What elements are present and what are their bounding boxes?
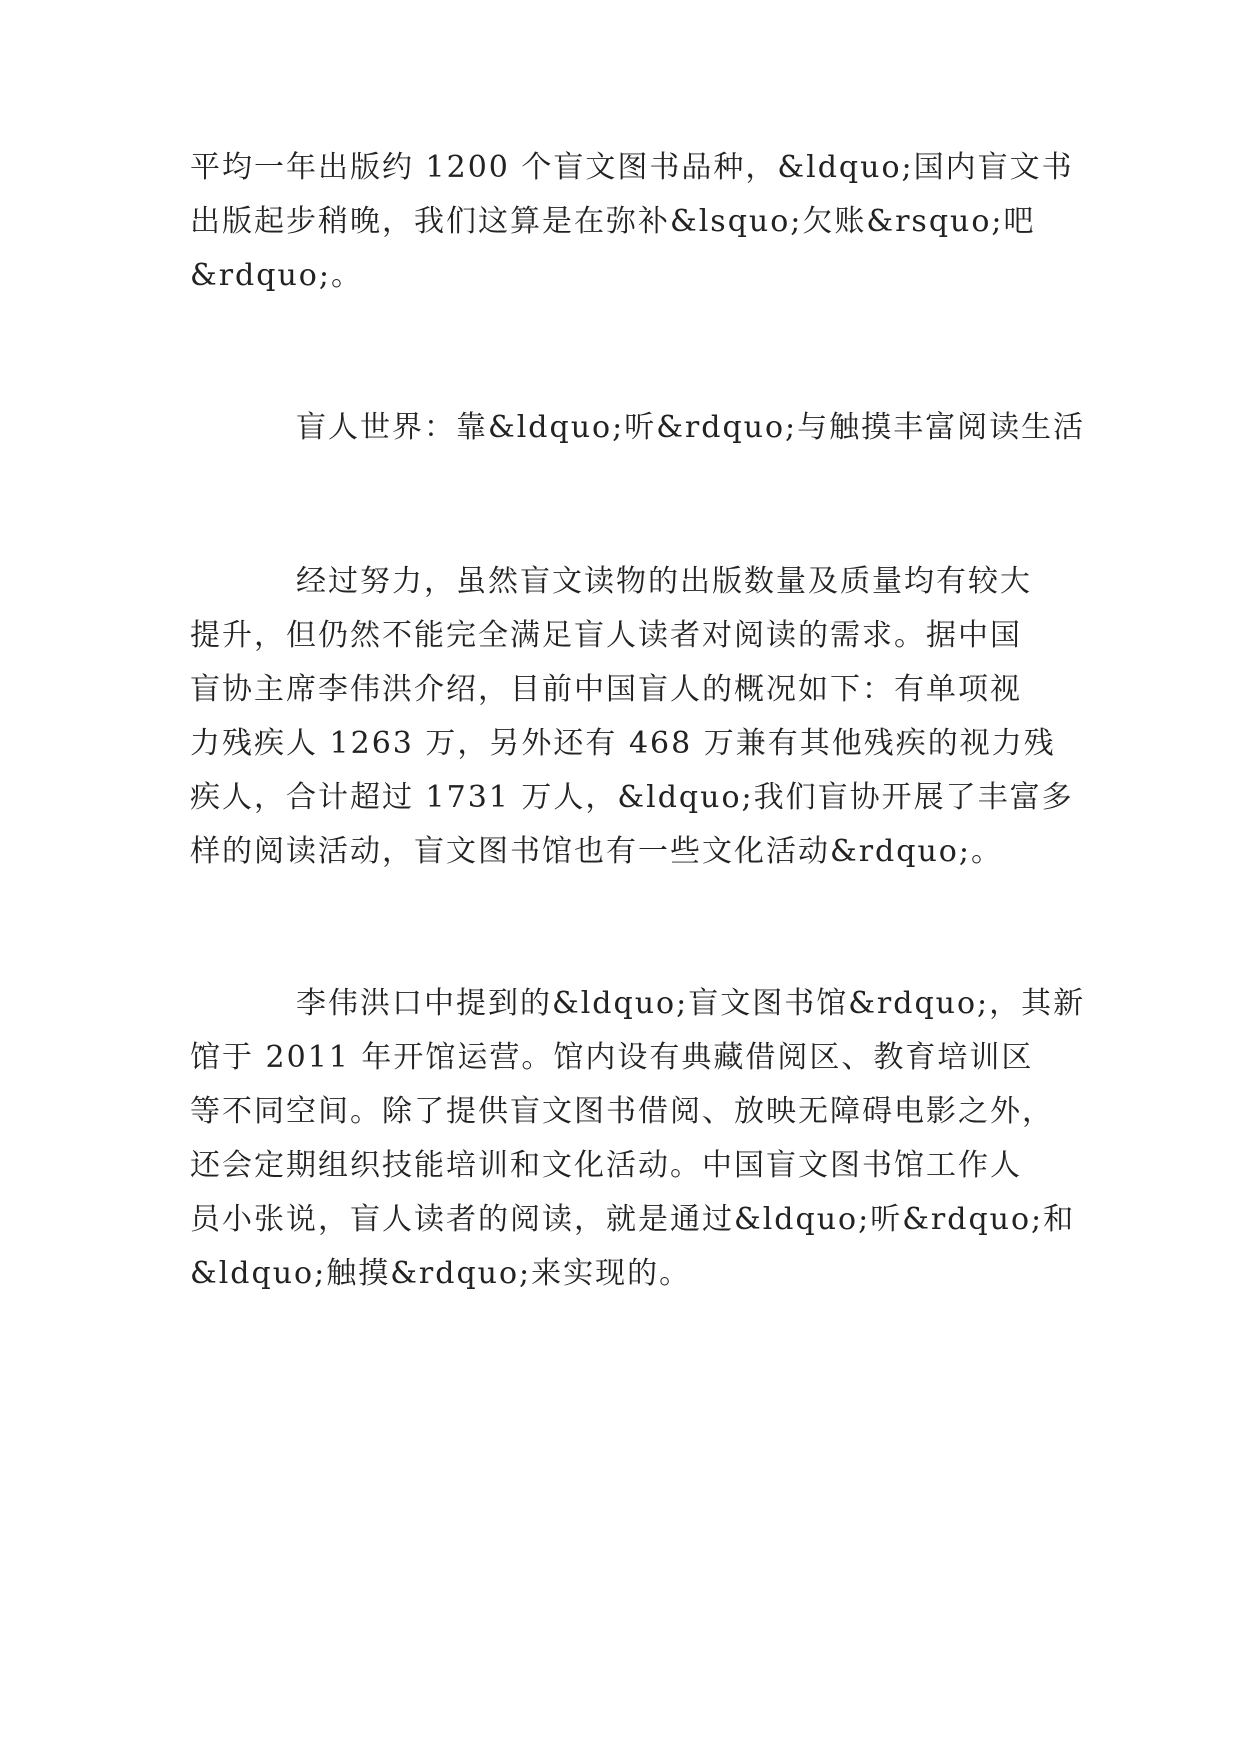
section-heading: 盲人世界：靠&ldquo;听&rdquo;与触摸丰富阅读生活 <box>296 410 1086 445</box>
para3-line-3: 等不同空间。除了提供盲文图书借阅、放映无障碍电影之外， <box>190 1094 1054 1129</box>
para3-line-6: &ldquo;触摸&rdquo;来实现的。 <box>190 1256 692 1291</box>
para3-line-2: 馆于 2011 年开馆运营。馆内设有典藏借阅区、教育培训区 <box>190 1040 1034 1075</box>
para2-line-2: 提升，但仍然不能完全满足盲人读者对阅读的需求。据中国 <box>190 618 1022 653</box>
para2-line-5: 疾人，合计超过 1731 万人，&ldquo;我们盲协开展了丰富多 <box>190 780 1074 815</box>
para2-line-4: 力残疾人 1263 万，另外还有 468 万兼有其他残疾的视力残 <box>190 726 1056 761</box>
para2-line-6: 样的阅读活动，盲文图书馆也有一些文化活动&rdquo;。 <box>190 834 1003 869</box>
para1-line-2: 出版起步稍晚，我们这算是在弥补&lsquo;欠账&rsquo;吧 <box>190 204 1036 239</box>
para1-line-1: 平均一年出版约 1200 个盲文图书品种，&ldquo;国内盲文书 <box>190 150 1074 185</box>
para2-line-1: 经过努力，虽然盲文读物的出版数量及质量均有较大 <box>296 564 1032 599</box>
para3-line-5: 员小张说，盲人读者的阅读，就是通过&ldquo;听&rdquo;和 <box>190 1202 1076 1237</box>
para3-line-4: 还会定期组织技能培训和文化活动。中国盲文图书馆工作人 <box>190 1148 1022 1183</box>
para3-line-1: 李伟洪口中提到的&ldquo;盲文图书馆&rdquo;，其新 <box>296 986 1086 1021</box>
para1-line-3: &rdquo;。 <box>190 258 363 293</box>
para2-line-3: 盲协主席李伟洪介绍，目前中国盲人的概况如下：有单项视 <box>190 672 1022 707</box>
